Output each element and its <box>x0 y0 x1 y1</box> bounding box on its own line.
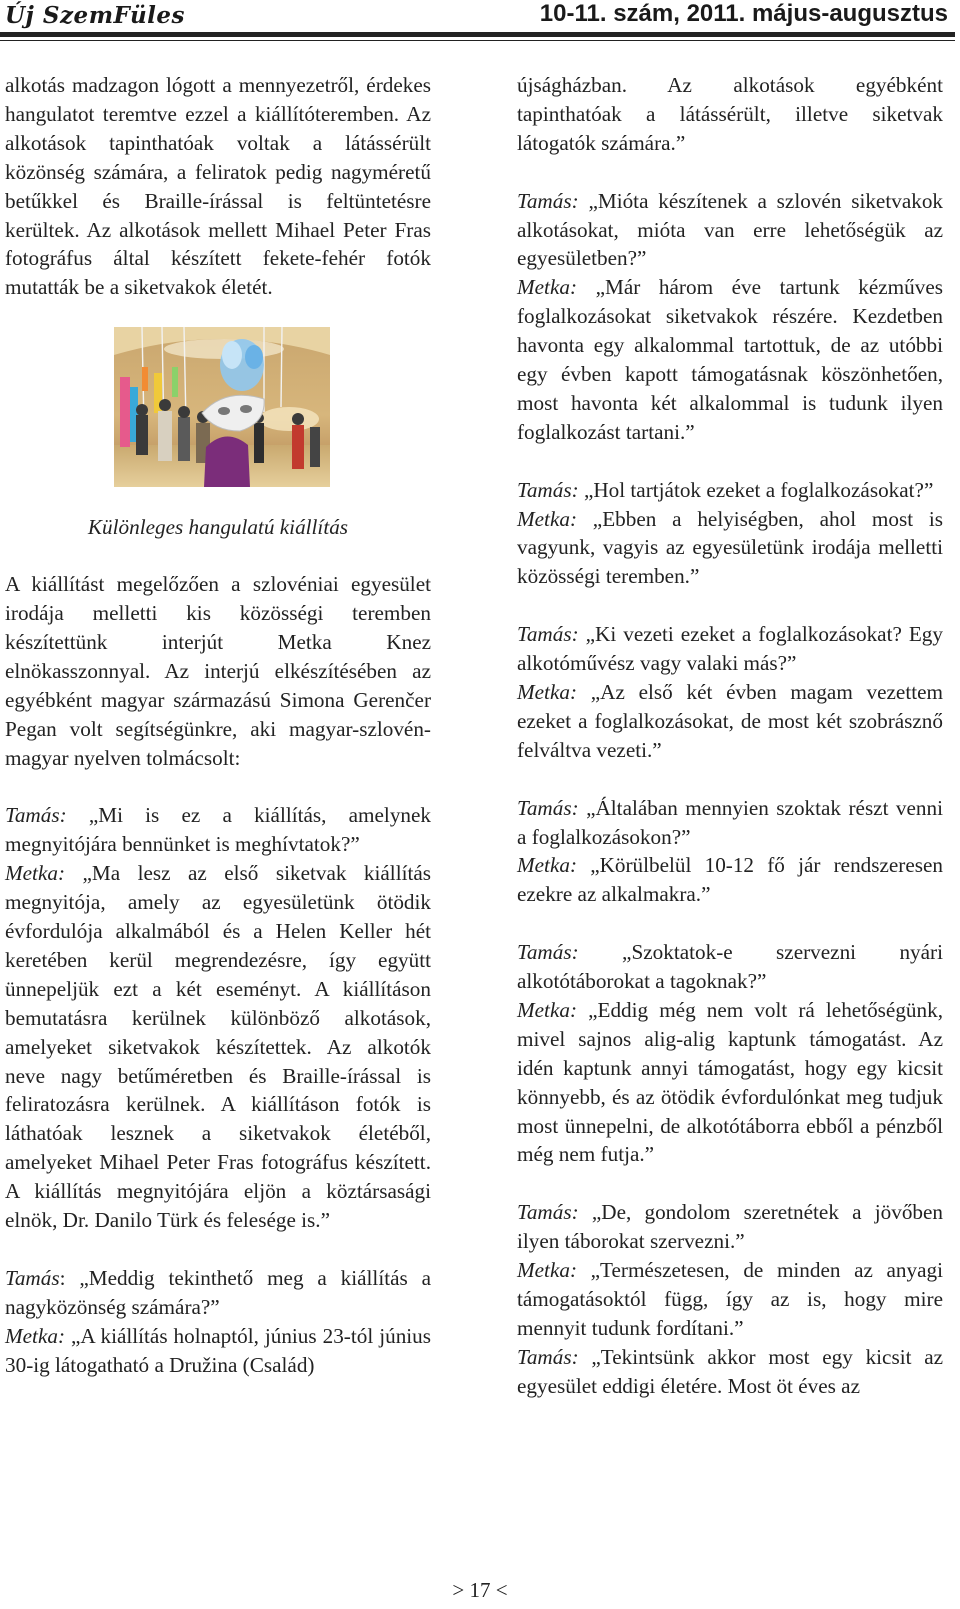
answer-2: Metka: „A kiállítás holnaptól, június 23-tól június 30-ig látogatható a Družina (Család) <box>5 1323 432 1377</box>
answer-4: Metka: „Ebben a helyiségben, ahol most is vagyunk, vagyis az egyesületünk irodája melletti közösségi teremben.” <box>517 506 944 589</box>
question-4: Tamás: „Hol tartjátok ezeket a foglalkozásokat?” <box>517 477 934 502</box>
photo-caption: Különleges hangulatú kiállítás <box>87 515 349 540</box>
header-rule <box>0 32 955 37</box>
exhibition-photo <box>114 327 330 487</box>
magazine-title: Új SzemFüles <box>5 2 185 29</box>
header-rule-thin <box>0 40 955 41</box>
speaker-metka: Metka: <box>517 275 577 300</box>
speaker-metka: Metka: <box>517 1258 577 1283</box>
answer-3: Metka: „Már három éve tartunk kézműves foglalkozásokat siketvakok részére. Kezdetben havonta egy alkalommal tartottuk, de az utóbbi egy évben kapott támogatásnak köszönhetően, most havonta két alkalommal is tudunk ilyen foglalkozást tartani.” <box>517 275 943 444</box>
speaker-tamas: Tamás: <box>517 188 579 213</box>
question-2: Tamás: „Meddig tekinthető meg a kiállítás a nagyközönség számára?” <box>5 1265 431 1319</box>
answer-1: Metka: „Ma lesz az első siketvak kiállítás megnyitója, amely az egyesületünk ötödik évfordulója alkalmából és a Helen Keller hét keretében kerül megrendezésre, így együtt ünnepeljük ezt a két eseményt. A kiállításon bemutatásra kerülnek különböző alkotások, amelyeket siketvakok készítettek. Az alkotók neve nagy betűméretben és Braille-írással is feliratozásra kerülnek. A kiállításon fotók is láthatóak lesznek a siketvakok életéből, amelyeket Mihael Peter Fras fotográfus készített. A kiállítás megnyitójára eljön a köztársasági elnök, Dr. Danilo Türk és felesége is.” <box>5 861 431 1233</box>
question-3: Tamás: „Mióta készítenek a szlovén siketvakok alkotásokat, mióta van erre lehetőségük az egyesületben?” <box>517 188 944 271</box>
speaker-metka: Metka: <box>517 997 577 1022</box>
interview-intro: A kiállítást megelőzően a szlovéniai egyesület irodája melletti kis közösségi teremben készítettünk interjút Metka Knez elnökasszonnyal. Az interjú elkészítésében az egyébként magyar származású Simona Gerenčer Pegan volt segítségünkre, aki magyar-szlovén-magyar nyelven tolmácsolt: <box>5 572 431 770</box>
speaker-tamas: Tamás: <box>517 795 579 820</box>
speaker-metka: Metka: <box>517 679 577 704</box>
speaker-tamas: Tamás: <box>5 803 67 828</box>
answer-7: Metka: „Eddig még nem volt rá lehetőségünk, mivel sajnos alig-alig kaptunk támogatást. Az idén kaptunk annyi támogatást, hogy egy kicsit könnyebb, és az ötödik évfordulónkat meg tudjuk most ünnepelni, de alkotótáborra ebből a pénzből még nem futja.” <box>517 997 944 1167</box>
speaker-tamas: Tamás: <box>517 1344 579 1369</box>
left-column <box>5 71 431 1379</box>
question-1: Tamás: „Mi is ez a kiállítás, amelynek megnyitójára bennünket is meghívtatok?” <box>5 803 432 857</box>
answer-6: Metka: „Körülbelül 10-12 fő jár rendszeresen ezekre az alkalmakra.” <box>517 853 944 907</box>
intro-paragraph: alkotás madzagon lógott a mennyezetről, érdekes hangulatot teremtve ezzel a kiállítóteremben. Az alkotások tapinthatóak voltak a látássérült közönség számára, a feliratok pedig nagyméretű betűkkel és Braille-írással is feltüntetésre kerültek. Az alkotások mellett Mihael Peter Fras fotográfus által készített fekete-fehér fotók mutatták be a siketvakok életét. <box>5 73 431 300</box>
speaker-tamas: Tamás: <box>517 1200 579 1225</box>
speaker-tamas: Tamás: <box>517 940 579 965</box>
speaker-tamas: Tamás <box>5 1265 60 1290</box>
speaker-metka: Metka: <box>517 506 577 531</box>
speaker-metka: Metka: <box>5 1323 65 1348</box>
page-header <box>0 0 960 46</box>
speaker-metka: Metka: <box>5 861 65 886</box>
question-9: Tamás: „Tekintsünk akkor most egy kicsit az egyesület eddigi életére. Most öt éves az <box>517 1344 944 1398</box>
question-6: Tamás: „Általában mennyien szoktak részt venni a foglalkozásokon?” <box>517 795 943 849</box>
question-7: Tamás: „Szoktatok-e szervezni nyári alkotótáborokat a tagoknak?” <box>517 940 943 994</box>
answer-2-continued: újságházban. Az alkotások egyébként tapinthatóak a látássérült, illetve siketvak látogatók számára.” <box>517 73 943 155</box>
speaker-tamas: Tamás: <box>517 477 579 502</box>
question-8: Tamás: „De, gondolom szeretnétek a jövőben ilyen táborokat szervezni.” <box>517 1200 944 1254</box>
page-number: > 17 < <box>452 1578 508 1602</box>
issue-info: 10-11. szám, 2011. május-augusztus <box>539 0 948 27</box>
speaker-metka: Metka: <box>517 853 577 878</box>
question-5: Tamás: „Ki vezeti ezeket a foglalkozásokat? Egy alkotóművész vagy valaki más?” <box>517 622 943 676</box>
answer-5: Metka: „Az első két évben magam vezettem ezeket a foglalkozásokat, de most két szobrásznő felváltva vezeti.” <box>517 679 943 762</box>
speaker-tamas: Tamás: <box>517 622 579 647</box>
answer-8: Metka: „Természetesen, de minden az anyagi támogatásoktól függ, így az is, hogy mire mennyit tudunk fordítani.” <box>517 1258 944 1340</box>
right-column <box>517 71 943 1401</box>
